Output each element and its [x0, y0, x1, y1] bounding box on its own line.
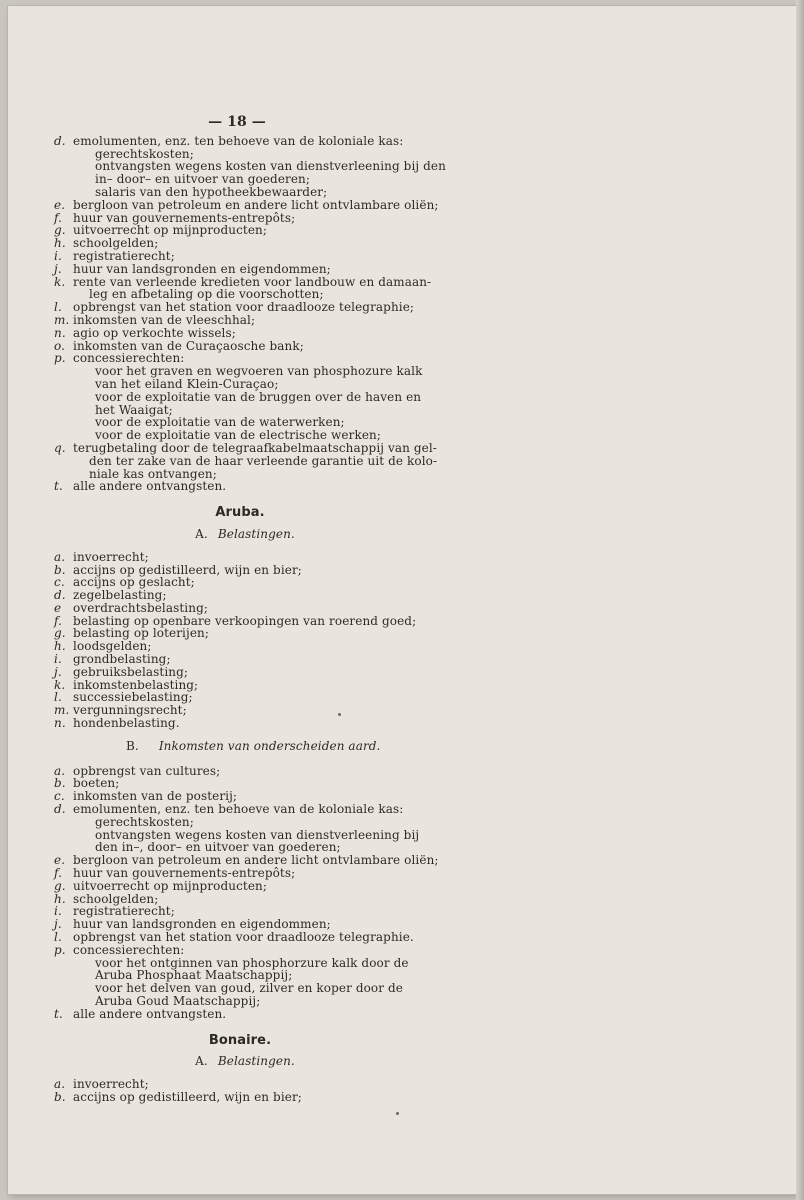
item-text: Aruba Phosphaat Maatschappij;: [95, 968, 293, 983]
scan-edge: [796, 0, 804, 1200]
item-text: ontvangsten wegens kosten van dienstverleening bij den: [95, 159, 446, 174]
paper-speck: [396, 1112, 399, 1115]
item-letter: k.: [54, 677, 66, 692]
item-text: voor de exploitatie van de electrische werken;: [95, 428, 381, 443]
list-item: [48, 429, 408, 442]
item-letter: i.: [54, 652, 62, 667]
item-text: Aruba Goud Maatschappij;: [95, 994, 261, 1008]
item-text: successiebelasting;: [73, 690, 193, 705]
item-letter: n.: [54, 325, 66, 340]
list-aruba-inkomsten: [48, 763, 439, 1021]
list-item: [48, 314, 408, 327]
item-text: uitvoerrecht op mijnproducten;: [73, 223, 268, 238]
item-text: inkomsten van de posterij;: [73, 789, 238, 804]
list-bonaire-belastingen: [48, 1078, 408, 1104]
item-letter: g.: [54, 223, 66, 238]
list-item: [48, 602, 408, 615]
item-text: huur van landsgronden en eigendommen;: [73, 261, 331, 276]
item-letter: a.: [54, 1077, 66, 1092]
item-letter: h.: [54, 639, 66, 654]
item-text: huur van gouvernements-entrepôts;: [73, 866, 296, 881]
subheading-label: A.: [195, 526, 208, 541]
item-text: terugbetaling door de telegraafkabelmaatschappij van gel-: [73, 440, 437, 455]
item-text: zegelbelasting;: [73, 588, 167, 603]
item-letter: b.: [54, 1089, 66, 1104]
item-text: accijns op gedistilleerd, wijn en bier;: [73, 1089, 302, 1104]
item-letter: a.: [54, 763, 66, 778]
item-text: leg en afbetaling op die voorschotten;: [89, 287, 324, 302]
item-letter: i.: [54, 904, 62, 919]
item-letter: j.: [54, 664, 62, 679]
item-letter: h.: [54, 236, 66, 251]
list-item: [48, 327, 408, 340]
item-text: accijns op gedistilleerd, wijn en bier;: [73, 562, 302, 577]
list-item: [48, 880, 408, 893]
item-letter: d.: [54, 133, 66, 148]
item-text: opbrengst van het station voor draadlooze telegraphie;: [73, 300, 415, 315]
list-item: [48, 480, 408, 493]
item-text: schoolgelden;: [73, 891, 159, 906]
item-letter: e.: [54, 197, 66, 212]
item-letter: f.: [54, 210, 63, 225]
list-item: [48, 389, 422, 404]
item-letter: b.: [54, 776, 66, 791]
list-item: [48, 186, 408, 199]
item-text: opbrengst van het station voor draadlooze telegraphie.: [73, 930, 414, 945]
item-text: den ter zake van de haar verleende garantie uit de kolo-: [89, 453, 438, 468]
item-letter: p.: [54, 351, 66, 366]
item-text: overdrachtsbelasting;: [73, 600, 208, 615]
item-text: concessierechten:: [73, 351, 185, 366]
item-text: opbrengst van cultures;: [73, 763, 221, 778]
item-letter: g.: [54, 878, 66, 893]
list-curacao-continued: [48, 133, 446, 494]
document-page: [8, 6, 796, 1194]
item-letter: g.: [54, 626, 66, 641]
item-text: emolumenten, enz. ten behoeve van de koloniale kas:: [73, 133, 404, 148]
list-item: [48, 816, 408, 829]
item-text: belasting op loterijen;: [73, 626, 209, 641]
list-item: [48, 803, 408, 816]
item-letter: e.: [54, 853, 66, 868]
item-letter: j.: [54, 261, 62, 276]
item-text: vergunningsrecht;: [73, 703, 187, 718]
item-text: registratierecht;: [73, 904, 175, 919]
list-item: [48, 1091, 408, 1104]
subheading-name: Inkomsten van onderscheiden aard.: [158, 738, 381, 753]
list-item: [48, 135, 408, 148]
item-letter: i.: [54, 248, 62, 263]
item-text: loodsgelden;: [73, 639, 152, 654]
item-letter: j.: [54, 917, 62, 932]
item-text: schoolgelden;: [73, 236, 159, 251]
item-text: den in–, door– en uitvoer van goederen;: [95, 840, 341, 855]
item-letter: k.: [54, 274, 66, 289]
item-text: agio op verkochte wissels;: [73, 325, 236, 340]
item-text: niale kas ontvangen;: [89, 466, 217, 481]
item-text: bergloon van petroleum en andere licht ontvlambare oliën;: [73, 853, 439, 868]
item-text: gerechtskosten;: [95, 814, 194, 829]
list-item: [48, 653, 408, 666]
item-letter: c.: [54, 789, 65, 804]
item-letter: l.: [54, 690, 62, 705]
subheading-label: A.: [195, 1054, 208, 1069]
subheading-aruba-a: [48, 528, 408, 541]
item-text: in– door– en uitvoer van goederen;: [95, 172, 311, 187]
item-text: rente van verleende kredieten voor landbouw en damaan-: [73, 274, 432, 289]
item-letter: a.: [54, 549, 66, 564]
list-item: [48, 551, 408, 564]
item-letter: l.: [54, 300, 62, 315]
item-letter: h.: [54, 891, 66, 906]
list-item: [48, 589, 408, 602]
subheading-bonaire-a: [48, 1055, 408, 1068]
item-text: grondbelasting;: [73, 652, 171, 667]
item-letter: b.: [54, 562, 66, 577]
item-text: alle andere ontvangsten.: [73, 479, 227, 494]
list-item: [48, 1008, 408, 1021]
item-text: gebruiksbelasting;: [73, 664, 189, 679]
list-item: [48, 197, 439, 212]
item-text: inkomsten van de vleeschhal;: [73, 312, 256, 327]
item-text: hondenbelasting.: [73, 716, 180, 731]
item-letter: o.: [54, 338, 66, 353]
item-text: huur van gouvernements-entrepôts;: [73, 210, 296, 225]
list-item: [48, 944, 408, 957]
item-letter: t.: [54, 1006, 63, 1021]
subheading-name: Belastingen.: [217, 526, 295, 541]
item-text: uitvoerrecht op mijnproducten;: [73, 878, 268, 893]
item-letter: d.: [54, 588, 66, 603]
list-item: [48, 440, 437, 455]
item-text: voor de exploitatie van de waterwerken;: [95, 415, 345, 430]
list-item: [48, 263, 408, 276]
item-text: invoerrecht;: [73, 549, 149, 564]
section-heading-bonaire: Bonaire.: [208, 1032, 272, 1048]
item-letter: e: [54, 600, 62, 615]
list-item: [48, 453, 438, 468]
subheading-name: Belastingen.: [217, 1054, 295, 1069]
item-text: inkomsten van de Curaçaosche bank;: [73, 338, 304, 353]
item-text: voor het delven van goud, zilver en koper door de: [95, 981, 403, 996]
item-text: bergloon van petroleum en andere licht ontvlambare oliën;: [73, 197, 439, 212]
item-text: boeten;: [73, 776, 120, 791]
item-text: belasting op openbare verkoopingen van roerend goed;: [73, 613, 417, 628]
item-letter: t.: [54, 479, 63, 494]
item-text: huur van landsgronden en eigendommen;: [73, 917, 331, 932]
page-number: — 18 —: [208, 114, 266, 130]
item-letter: l.: [54, 930, 62, 945]
item-text: alle andere ontvangsten.: [73, 1006, 227, 1021]
item-text: gerechtskosten;: [95, 146, 194, 161]
paper-speck: [338, 713, 341, 716]
item-letter: f.: [54, 866, 63, 881]
list-item: [48, 867, 408, 880]
list-item: [48, 378, 408, 391]
item-letter: p.: [54, 942, 66, 957]
list-item: [48, 995, 408, 1008]
item-text: van het eiland Klein-Curaçao;: [95, 376, 279, 391]
page-content: [48, 114, 446, 1104]
item-letter: m.: [54, 703, 70, 718]
subheading-label: B.: [126, 738, 139, 753]
item-letter: d.: [54, 802, 66, 817]
item-text: concessierechten:: [73, 942, 185, 957]
section-heading-aruba: Aruba.: [215, 505, 265, 521]
item-text: ontvangsten wegens kosten van dienstverleening bij: [95, 827, 420, 842]
item-text: emolumenten, enz. ten behoeve van de koloniale kas:: [73, 802, 404, 817]
item-letter: q.: [54, 440, 66, 455]
item-text: voor het graven en wegvoeren van phosphozure kalk: [95, 364, 423, 379]
item-text: accijns op geslacht;: [73, 575, 195, 590]
list-item: [48, 930, 414, 945]
item-letter: f.: [54, 613, 63, 628]
item-text: het Waaigat;: [95, 402, 173, 417]
list-item: [48, 717, 408, 730]
list-item: [48, 250, 408, 263]
item-letter: m.: [54, 312, 70, 327]
item-text: voor de exploitatie van de bruggen over de haven en: [95, 389, 422, 404]
item-letter: n.: [54, 716, 66, 731]
item-text: invoerrecht;: [73, 1077, 149, 1092]
list-item: [48, 666, 408, 679]
item-letter: c.: [54, 575, 65, 590]
item-text: registratierecht;: [73, 248, 175, 263]
list-aruba-belastingen: [48, 549, 417, 731]
item-text: salaris van den hypotheekbewaarder;: [95, 184, 328, 199]
subheading-aruba-b: [48, 740, 408, 753]
item-text: voor het ontginnen van phosphorzure kalk door de: [95, 955, 409, 970]
item-text: inkomstenbelasting;: [73, 677, 199, 692]
